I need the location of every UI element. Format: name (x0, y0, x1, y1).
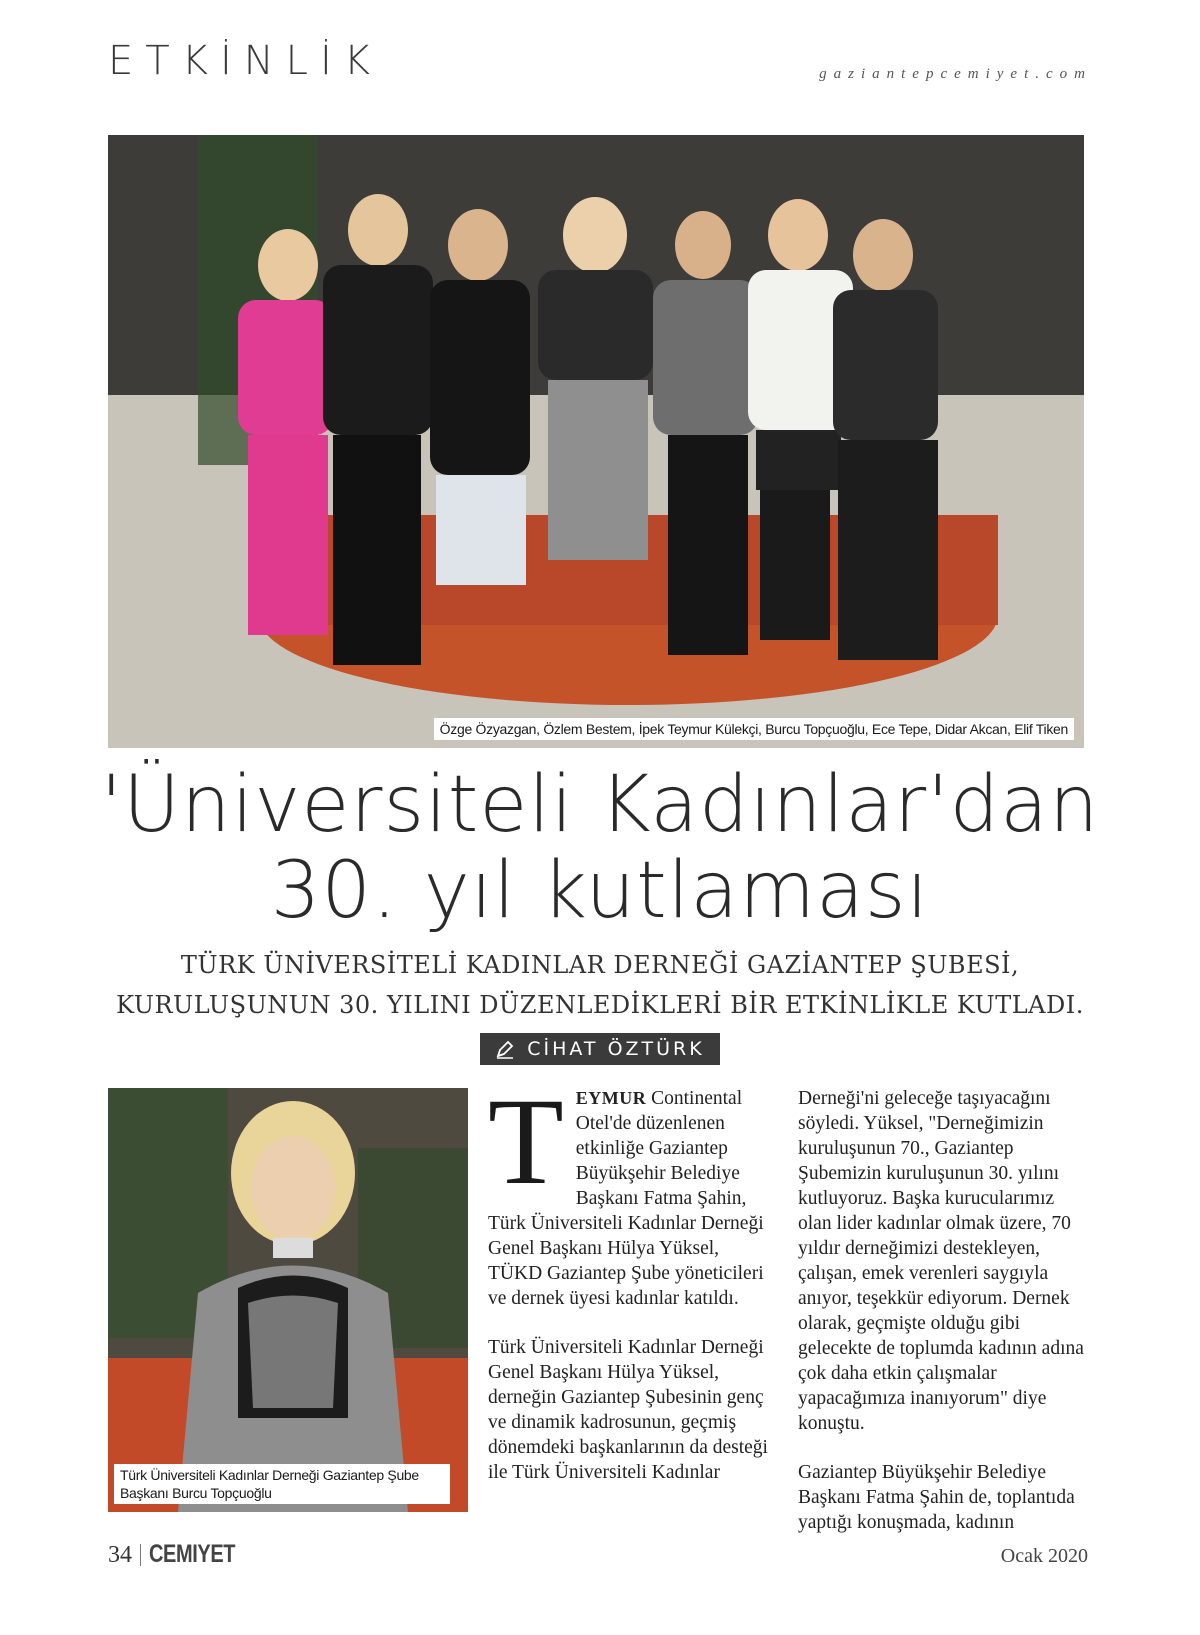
drop-cap: T (488, 1073, 564, 1210)
pen-icon (495, 1039, 515, 1059)
paragraph-1-text: Continental Otel'de düzenlenen etkinliğe Gaziantep Büyükşehir Belediye Başkanı Fatma Şahin, Türk Üniversiteli Kadınlar Derneği Genel Başkanı Hülya Yüksel, TÜKD Gaziantep Şube yöneticileri ve dernek üyesi kadınlar katıldı. (488, 1088, 764, 1309)
page-number: 34 (108, 1542, 132, 1568)
issue-date: Ocak 2020 (1000, 1545, 1088, 1567)
side-photo-caption: Türk Üniversiteli Kadınlar Derneği Gaziantep Şube Başkanı Burcu Topçuoğlu (114, 1464, 450, 1504)
subtitle-line-1: TÜRK ÜNİVERSİTELİ KADINLAR DERNEĞİ GAZİANTEP ŞUBESİ, (180, 951, 1020, 979)
side-portrait-photo (108, 1088, 468, 1512)
paragraph-2: Türk Üniversiteli Kadınlar Derneği Genel Başkanı Hülya Yüksel, derneğin Gaziantep Şubesinin genç ve dinamik kadrosunun, geçmiş dönemdeki başkanlarının da desteği ile Türk Üniversiteli Kadınlar (488, 1337, 768, 1483)
paragraph-3: Derneği'ni geleceğe taşıyacağını söyledi. Yüksel, "Derneğimizin kuruluşunun 70., Gaziantep Şubemizin kuruluşunun 30. yılını kutluyoruz. Başka kurucularımız olan lider kadınlar olmak üzere, 70 yıldır derneğimizi destekleyen, çalışan, emek verenleri saygıyla anıyor, teşekkür ediyorum. Dernek olarak, geçmişte olduğu gibi gelecekte de toplumda kadının adına çok daha etkin çalışmalar yapacağımıza inanıyorum" diye konuştu. (798, 1088, 1084, 1434)
footer-divider (140, 1544, 141, 1566)
paragraph-4: Gaziantep Büyükşehir Belediye Başkanı Fatma Şahin de, toplantıda yaptığı konuşmada, kadının (798, 1462, 1075, 1533)
headline-line-2: 30. yıl kutlaması (270, 846, 930, 936)
article-headline (60, 762, 1140, 934)
magazine-brand: CEMIYET (149, 1540, 236, 1568)
article-column-2 (798, 1086, 1088, 1559)
main-group-photo (108, 135, 1084, 748)
section-label: ETKİNLİK (108, 38, 382, 84)
headline-line-1: 'Üniversiteli Kadınlar'dan (100, 760, 1100, 850)
article-column-1 (488, 1073, 768, 1509)
lead-word: EYMUR (575, 1088, 647, 1108)
portrait-illustration (108, 1088, 468, 1512)
author-name: CİHAT ÖZTÜRK (527, 1038, 705, 1060)
paragraph-1 (488, 1073, 768, 1311)
page-footer (108, 1540, 257, 1569)
site-url[interactable]: gaziantepcemiyet.com (819, 66, 1092, 82)
main-photo-caption: Özge Özyazgan, Özlem Bestem, İpek Teymur Külekçi, Burcu Topçuoğlu, Ece Tepe, Didar Akcan, Elif Tiken (434, 718, 1074, 740)
group-photo-illustration (108, 135, 1084, 748)
subtitle-line-2: KURULUŞUNUN 30. YILINI DÜZENLEDİKLERİ BİR ETKİNLİKLE KUTLADI. (116, 991, 1084, 1019)
author-byline (480, 1033, 720, 1065)
article-subtitle (60, 945, 1140, 1025)
